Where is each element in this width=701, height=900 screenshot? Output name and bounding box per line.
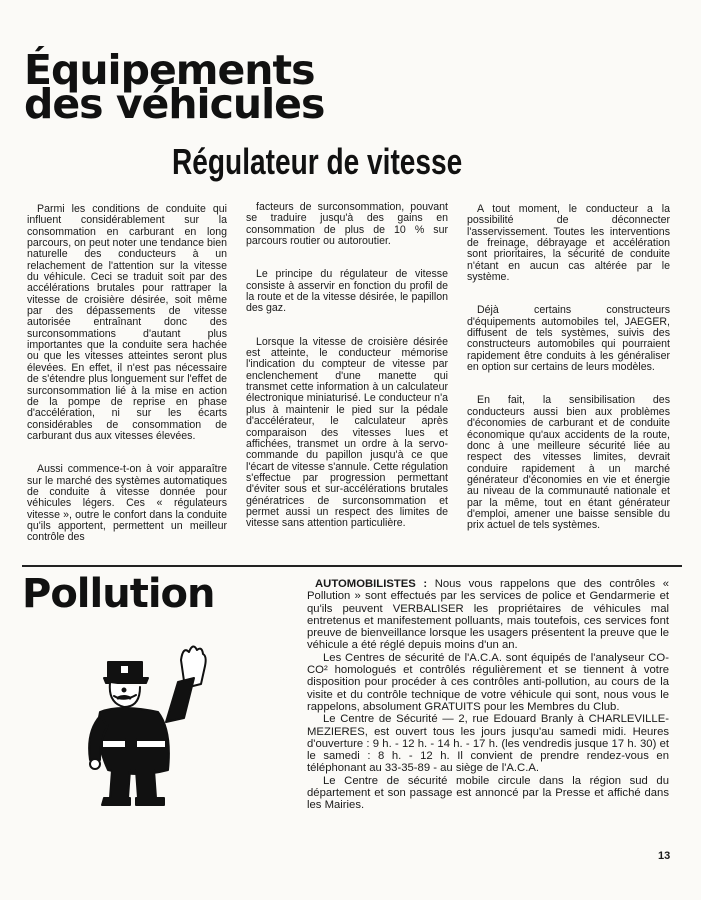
article-subtitle: Régulateur de vitesse: [172, 141, 463, 182]
paragraph: Aussi commence-t-on à voir apparaître sur le marché des systèmes automatiques de conduite à vitesse donnée pour véhicules légers. Ces « régulateurs vitesse », outre le confort dans la conduite qu'ils apportent, permettent un meilleur contrôle des: [27, 463, 227, 544]
page-number: 13: [658, 850, 671, 862]
section-divider: [22, 565, 682, 567]
paragraph: Le Centre de Sécurité — 2, rue Edouard Branly à CHARLEVILLE-MEZIERES, est ouvert tous les jours jusqu'au samedi midi. Heures d'ouverture : 9 h. - 12 h. - 14 h. - 17 h. (les vendredis jusque 17 h. 30) et le samedi : 8 h. - 12 h. Il convient de prendre rendez-vous en téléphonant au 33-35-89 - au siège de l'A.C.A.: [307, 713, 669, 775]
paragraph: Les Centres de sécurité de l'A.C.A. sont équipés de l'analyseur CO-CO² homologués et contrôlés régulièrement et se tiennent à votre disposition pour procéder à ces contrôles anti-pollution, au cours de la visite et du contrôle technique de votre véhicule qui sont, nous vous le rappelons, absolument GRATUITS pour les Membres du Club.: [307, 651, 669, 713]
paragraph: [307, 578, 669, 652]
pollution-heading: Pollution: [22, 571, 215, 617]
page-title-line-2: des véhicules: [24, 80, 325, 128]
paragraph: Parmi les conditions de conduite qui influent considérablement sur la consommation en carburant en long parcours, on peut noter une tendance bien naturelle des conducteurs à un relachement de l'attention sur la vitesse du véhicule. Ceci se traduit soit par des accélérations brutales pour rattraper la vitesse de croisière désirée, soit même par des dépassements de vitesse autorisée entraînant donc des surconsommations d'autant plus importantes que la conduite sera hachée ou que les vitesses atteintes seront plus élevées. En effet, il n'est pas nécessaire de s'étendre plus longuement sur l'effet de surconsommation lié à la mise en action de la pompe de reprise en phase d'accélération, ni sur les écarts considérables de consommation de carburant dus aux vitesses élevées.: [27, 203, 227, 442]
paragraph: Le principe du régulateur de vitesse consiste à asservir en fonction du profil de la route et de la vitesse désirée, le papillon des gaz.: [246, 268, 448, 315]
lead-label: AUTOMOBILISTES :: [315, 578, 428, 590]
article-column-2: [246, 202, 448, 552]
paragraph: Lorsque la vitesse de croisière désirée est atteinte, le conducteur mémorise l'indication du compteur de vitesse par enclenchement d'une manette qui transmet cette information à un calculateur électronique miniaturisé. Le conducteur n'a plus à maintenir le pied sur la pédale d'accélérateur, le calculateur après comparaison des vitesses lues et affichées, transmet un ordre à la servo-commande du papillon jusqu'à ce que l'écart de vitesse s'annule. Cette régulation s'effectue par progression permettant d'éviter sous et sur-accélérations brutales génératrices de surconsommation et permet aussi un respect des limites de vitesse sans attention particulière.: [246, 335, 448, 530]
lead-text: Nous vous rappelons que des contrôles « Pollution » sont effectués par les services de police et Gendarmerie et qu'ils peuvent VERBALISER les propriétaires de véhicules mal entretenus et manifestement polluants, mais toutefois, ces services font preuve de bienveillance lorsque les usagers présentent la preuve que le véhicule a été réglé depuis moins d'un an.: [307, 578, 669, 652]
paragraph: A tout moment, le conducteur a la possibilité de déconnecter l'asservissement. Toutes les interventions de freinage, débrayage et accélération sont prioritaires, la sécurité de conduite n'étant en aucun cas altérée par le système.: [467, 203, 670, 284]
article-column-1: [27, 204, 227, 566]
paragraph: En fait, la sensibilisation des conducteurs aussi bien aux problèmes d'économies de carburant et de conduite économique qu'aux accidents de la route, donc à une meilleure sécurité liée au respect des vitesses limites, devrait conduire rapidement à un marché générateur d'économies en vie et énergie au niveau de la communauté nationale et par la même, tout en étant générateur d'emploi, amener une baisse sensible du prix actuel de tels systèmes.: [467, 394, 670, 532]
paragraph: facteurs de surconsommation, pouvant se traduire jusqu'à des gains en consommation de plus de 10 % sur parcours routier ou autoroutier.: [246, 201, 448, 248]
page-title-line-1: Équipements: [24, 46, 315, 94]
paragraph: Le Centre de sécurité mobile circule dans la région sud du département et son passage est annoncé par la Presse et affiché dans les Mairies.: [307, 774, 669, 812]
paragraph: Déjà certains constructeurs d'équipements automobiles tel, JAEGER, diffusent de tels systèmes, suivis des constructeurs automobiles qui pourraient rapidement être conduits à les généraliser en option sur certains de leurs modèles.: [467, 304, 670, 374]
policeman-illustration: [86, 640, 226, 810]
article-column-3: [467, 204, 670, 554]
pollution-text: [307, 578, 669, 812]
